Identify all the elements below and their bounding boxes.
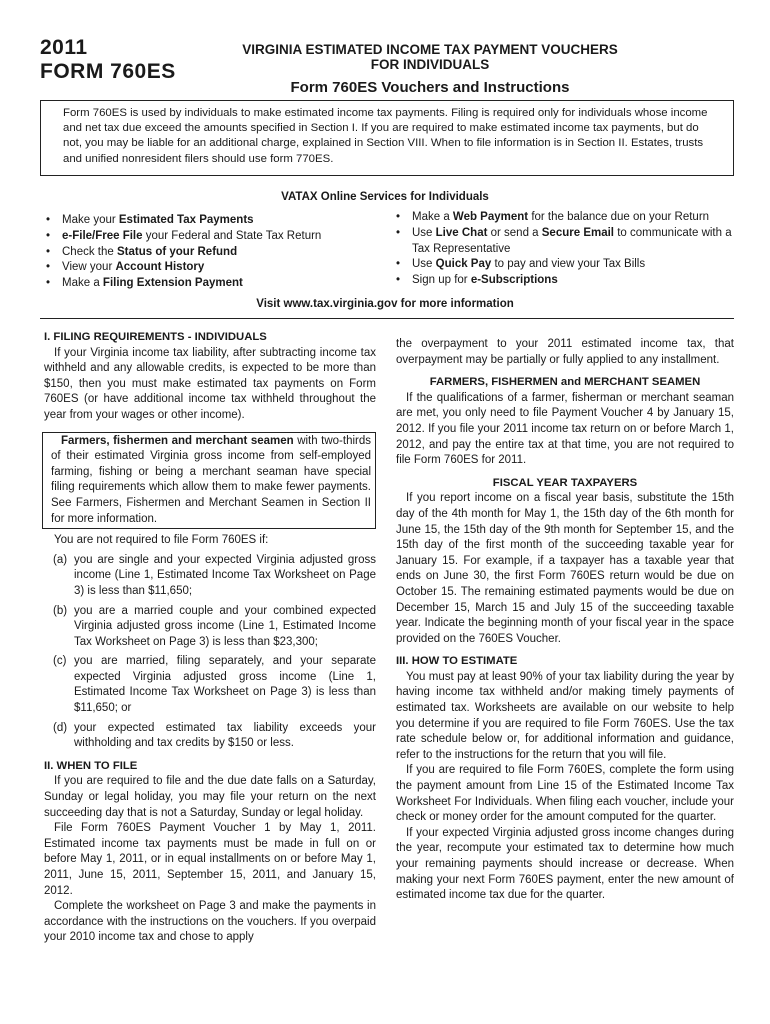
service-item: • Make a Web Payment for the balance due on your Return — [392, 210, 737, 226]
section3-heading: III. HOW TO ESTIMATE — [396, 655, 518, 668]
exemption-item: (d) your expected estimated tax liability exceeds your withholding and tax credits by $150 or less. — [53, 721, 376, 750]
service-item: • Check the Status of your Refund — [42, 245, 382, 261]
form-number: FORM 760ES — [40, 60, 176, 83]
form-title-line2: FOR INDIVIDUALS — [370, 57, 490, 72]
section2-heading: II. WHEN TO FILE — [44, 759, 138, 772]
services-list-right — [392, 210, 737, 289]
service-item: • Use Quick Pay to pay and view your Tax Bills — [392, 257, 737, 273]
section2-paragraph: If you are required to file and the due date falls on a Saturday, Sunday or legal holiday, you may file your return on the next succeeding day that is not a Saturday, Sunday or legal holiday. — [44, 775, 376, 819]
visit-website-text: Visit www.tax.virginia.gov for more information — [256, 298, 514, 310]
service-item: • Make your Estimated Tax Payments — [42, 213, 382, 229]
section3-paragraph: If your expected Virginia adjusted gross income changes during the year, recompute your estimated tax to determine how much your remaining payments should increase or decrease. When making your next Form 760ES payment, enter the new amount of estimated income tax due for the quarter. — [396, 826, 734, 902]
intro-box — [40, 100, 734, 176]
section1-heading: I. FILING REQUIREMENTS - INDIVIDUALS — [44, 331, 267, 343]
form-subtitle: Form 760ES Vouchers and Instructions — [290, 79, 570, 96]
services-list-left — [42, 213, 382, 292]
exemption-item: (a) you are single and your expected Virginia adjusted gross income (Line 1, Estimated Income Tax Worksheet on Page 3) is less than $11,650; — [53, 553, 376, 597]
service-item: • Sign up for e-Subscriptions — [392, 273, 737, 289]
farmers-section-text: If the qualifications of a farmer, fisherman or merchant seaman are met, you only need to file Payment Voucher 4 by January 15, 2012. If you file your 2011 income tax return on or before March 1, 2012, and pay the entire tax at that time, you are not required to file Form 760ES for 2011. — [396, 391, 734, 467]
fiscal-year-heading: FISCAL YEAR TAXPAYERS — [492, 476, 638, 489]
service-item: • Use Live Chat or send a Secure Email to communicate with a Tax Representative — [392, 226, 737, 258]
not-required-intro: You are not required to file Form 760ES if: — [54, 534, 269, 547]
service-item: • Make a Filing Extension Payment — [42, 276, 382, 292]
section2-paragraph: File Form 760ES Payment Voucher 1 by May 1, 2011. Estimated income tax payments must be made in full on or before May 1, 2011, or in equal installments on or before May 1, 2011, June 15, 2011, September 15, 2011, and January 15, 2012. — [44, 822, 376, 897]
section2-paragraph-continued: the overpayment to your 2011 estimated income tax, that overpayment may be partially or fully applied to any installment. — [396, 338, 734, 366]
farmers-note-box — [42, 432, 376, 530]
section3-paragraph: If you are required to file Form 760ES, complete the form using the payment amount from Line 15 of the Estimated Income Tax Worksheet For Individuals. When filing each voucher, include your check or money order for the amount computed for the quarter. — [396, 764, 734, 824]
intro-text: Form 760ES is used by individuals to make estimated income tax payments. Filing is required only for individuals whose income and net tax due exceed the amounts specified in Section I. If you are required to make estimated income tax payments, but do not, you may be liable for an additional charge, explained in Section VIII. When to file information is in Section II. Estates, trusts and unified nonresident filers should use form 770ES. — [63, 107, 708, 165]
service-item: • View your Account History — [42, 260, 382, 276]
section3-paragraph: You must pay at least 90% of your tax liability during the year by having income tax withheld and/or making timely payments of estimated tax. Worksheets are available on our website to help you determine if you are required to file Form 760ES. Use the tax rate schedule below or, for additional information and guidance, refer to the instructions for the return that you will file. — [396, 670, 734, 761]
form-year: 2011 — [40, 36, 88, 59]
farmers-note: Farmers, fishermen and merchant seamen with two-thirds of their estimated Virginia gross income from self-employed farming, fishing or being a merchant seaman have special filing requirements which allow them to make fewer payments. See Farmers, Fishermen and Merchant Seamen in Section II for more information. — [51, 434, 372, 525]
farmers-section-heading: FARMERS, FISHERMEN and MERCHANT SEAMEN — [429, 376, 701, 389]
exemption-item: (b) you are a married couple and your combined expected Virginia adjusted gross income (Line 1, Estimated Income Tax Worksheet on Page 3) is less than $23,300; — [53, 604, 376, 648]
section2-paragraph: Complete the worksheet on Page 3 and make the payments in accordance with the instructions on the vouchers. If you overpaid your 2010 income tax and chose to apply — [44, 900, 376, 944]
fiscal-year-text: If you report income on a fiscal year basis, substitute the 15th day of the 4th month for May 1, the 15th day of the 6th month for June 15, the 15th day of the 9th month for September 15, and the 15th day of the first month of the succeeding taxable year for January 15. For example, if a taxpayer has a taxable year that ends on June 30, the first Form 760ES return would be due on October 15. The remaining estimated payments would be due on December 15, March 15 and July 15 of the succeeding taxable year. Indicate the beginning month of your fiscal year in the space provided on the 760ES Voucher. — [396, 492, 734, 645]
service-item: • e-File/Free File your Federal and State Tax Return — [42, 229, 382, 245]
left-column — [44, 330, 376, 946]
form-title-line1: VIRGINIA ESTIMATED INCOME TAX PAYMENT VOUCHERS — [242, 42, 618, 57]
section1-paragraph: If your Virginia income tax liability, after subtracting income tax withheld and any allowable credits, is expected to be more than $150, then you must make estimated tax payments on Form 760ES (or have additional income tax withheld throughout the year from your wages or other income). — [44, 346, 376, 421]
right-column — [396, 337, 734, 904]
divider — [40, 318, 734, 319]
exemption-item: (c) you are married, filing separately, and your separate expected Virginia adjusted gross income (Line 1, Estimated Income Tax Worksheet on Page 3) is less than $11,650; or — [53, 655, 376, 715]
vatax-services-heading: VATAX Online Services for Individuals — [281, 191, 489, 203]
